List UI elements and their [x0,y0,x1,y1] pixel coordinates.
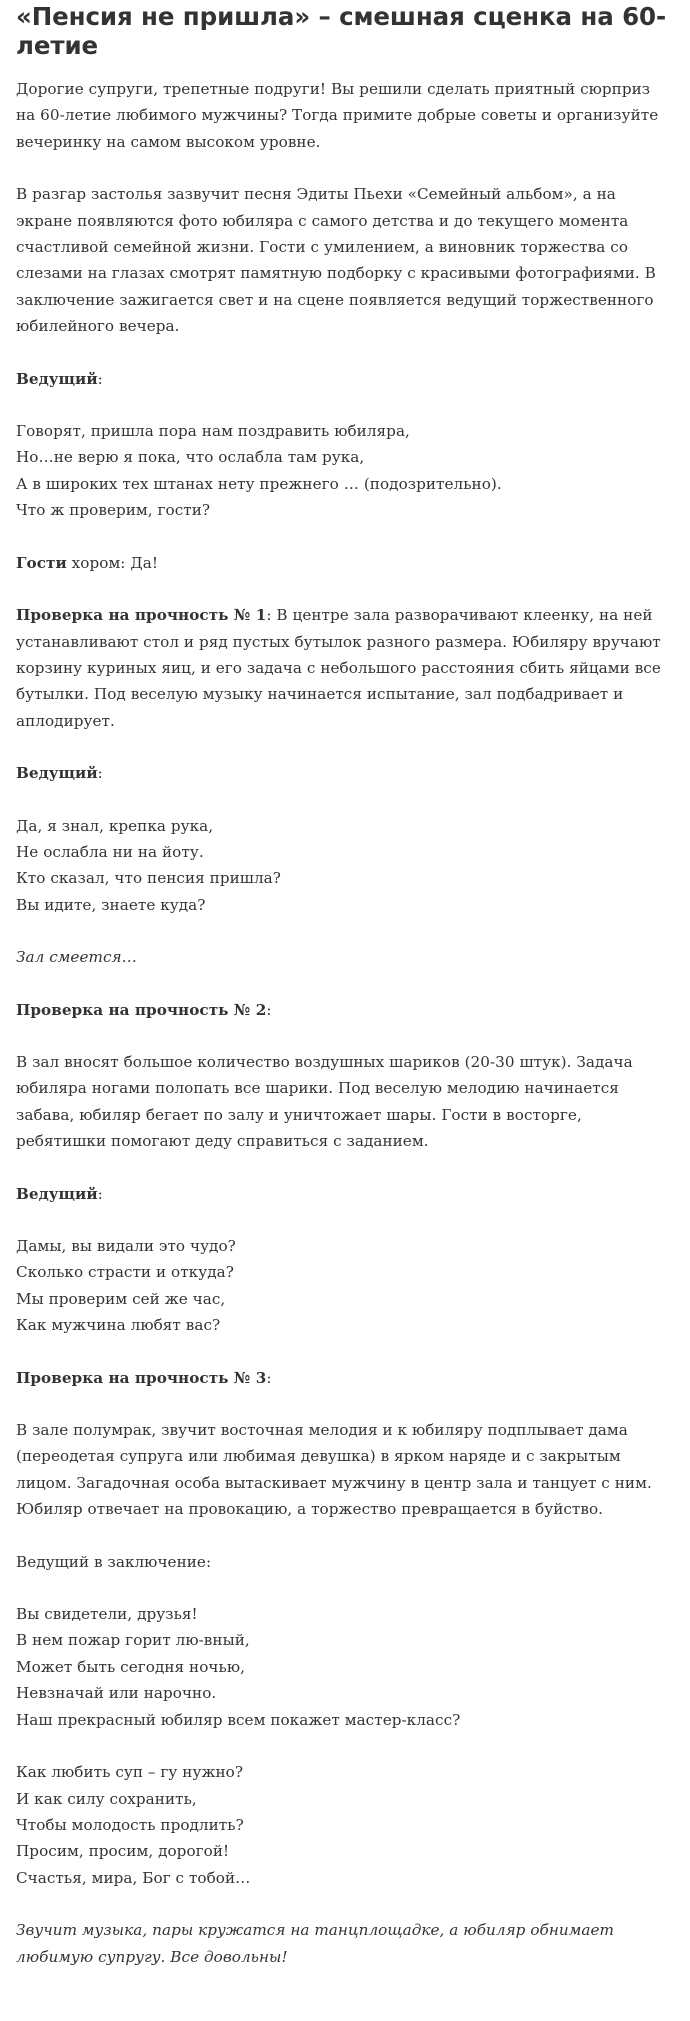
test-1-paragraph [16,602,674,734]
host-label: Ведущий [16,764,98,783]
test-3-heading: Проверка на прочность № 3: [16,1368,272,1387]
article-title: «Пенсия не пришла» – смешная сценка на 60-летие [16,2,667,60]
verse-line: Чтобы молодость продлить? [16,1815,244,1834]
verse-line: Говорят, пришла пора нам поздравить юбиляра, [16,422,410,441]
verse-2 [16,813,674,919]
guests-reply: хором: Да! [66,553,159,572]
verse-line: Но…не верю я пока, что ослабла там рука, [16,448,365,467]
test-1-label: Проверка на прочность № 1 [16,606,267,625]
verse-line: Как любить суп – гу нужно? [16,1763,244,1782]
verse-line: Счастья, мира, Бог с тобой… [16,1868,251,1887]
verse-line: Наш прекрасный юбиляр всем покажет мастер-класс? [16,1710,461,1729]
guests-label: Гости [16,553,67,572]
host-label: Ведущий [16,369,98,388]
test-3-paragraph: В зале полумрак, звучит восточная мелодия и к юбиляру подплывает дама (переодетая супруга или любимая девушка) в ярком наряде и с закрытым лицом. Загадочная особа вытаскивает мужчину в центр зала и танцует с ним. Юбиляр отвечает на провокацию, а торжество превращается в буйство. [16,1421,652,1519]
verse-line: И как силу сохранить, [16,1789,197,1808]
test-1-text: : В центре зала разворачивают клеенку, на ней устанавливают стол и ряд пустых бутылок разного размера. Юбиляру вручают корзину куриных яиц, и его задача с небольшого расстояния сбить яйцами все бутылки. Под веселую музыку начинается испытание, зал подбадривает и аплодирует. [16,606,661,730]
verse-line: Мы проверим сей же час, [16,1289,226,1308]
verse-5 [16,1759,674,1891]
host-cue-1: Ведущий: [16,369,103,388]
verse-line: Не ослабла ни на йоту. [16,842,204,861]
verse-4 [16,1601,674,1733]
setup-paragraph: В разгар застолья зазвучит песня Эдиты Пьехи «Семейный альбом», а на экране появляются фото юбиляра с самого детства и до текущего момента счастливой семейной жизни. Гости с умилением, а виновник торжества со слезами на глазах смотрят памятную подборку с красивыми фотографиями. В заключение зажигается свет и на сцене появляется ведущий торжественного юбилейного вечера. [16,185,656,336]
finale-text: Звучит музыка, пары кружатся на танцплощадке, а юбиляр обнимает любимую супругу. Все довольны! [16,1921,614,1966]
verse-line: Как мужчина любят вас? [16,1316,221,1335]
article-content [16,76,674,1970]
verse-line: Может быть сегодня ночью, [16,1657,245,1676]
host-label: Ведущий [16,1184,98,1203]
host-final-cue: Ведущий в заключение: [16,1552,212,1571]
test-2-paragraph: В зал вносят большое количество воздушных шариков (20-30 штук). Задача юбиляра ногами полопать все шарики. Под веселую мелодию начинается забава, юбиляр бегает по залу и уничтожает шары. Гости в восторге, ребятишки помогают деду справиться с заданием. [16,1052,633,1151]
host-cue-2: Ведущий: [16,764,103,783]
verse-line: Сколько страсти и откуда? [16,1263,234,1282]
verse-3 [16,1233,674,1339]
verse-line: Что ж проверим, гости? [16,501,211,520]
verse-line: В нем пожар горит лю-вный, [16,1631,250,1650]
test-2-heading: Проверка на прочность № 2: [16,1000,272,1019]
guests-cue [16,550,674,576]
verse-1 [16,418,674,524]
test-3-label: Проверка на прочность № 3 [16,1368,267,1387]
verse-line: А в широких тех штанах нету прежнего … (подозрительно). [16,474,502,493]
stage-direction-laughs [16,944,674,970]
verse-line: Дамы, вы видали это чудо? [16,1237,236,1255]
finale-paragraph [16,1917,674,1970]
intro-paragraph: Дорогие супруги, трепетные подруги! Вы решили сделать приятный сюрприз на 60-летие любимого мужчины? Тогда примите добрые советы и организуйте вечеринку на самом высоком уровне. [16,80,659,151]
verse-line: Да, я знал, крепка рука, [16,816,214,835]
verse-line: Просим, просим, дорогой! [16,1842,230,1861]
verse-line: Вы свидетели, друзья! [16,1605,198,1624]
verse-line: Кто сказал, что пенсия пришла? [16,869,281,888]
test-2-label: Проверка на прочность № 2 [16,1000,267,1019]
verse-line: Невзначай или нарочно. [16,1684,217,1703]
host-cue-3: Ведущий: [16,1184,103,1203]
verse-line: Вы идите, знаете куда? [16,895,206,914]
hall-laughs-text: Зал смеется… [16,948,137,967]
